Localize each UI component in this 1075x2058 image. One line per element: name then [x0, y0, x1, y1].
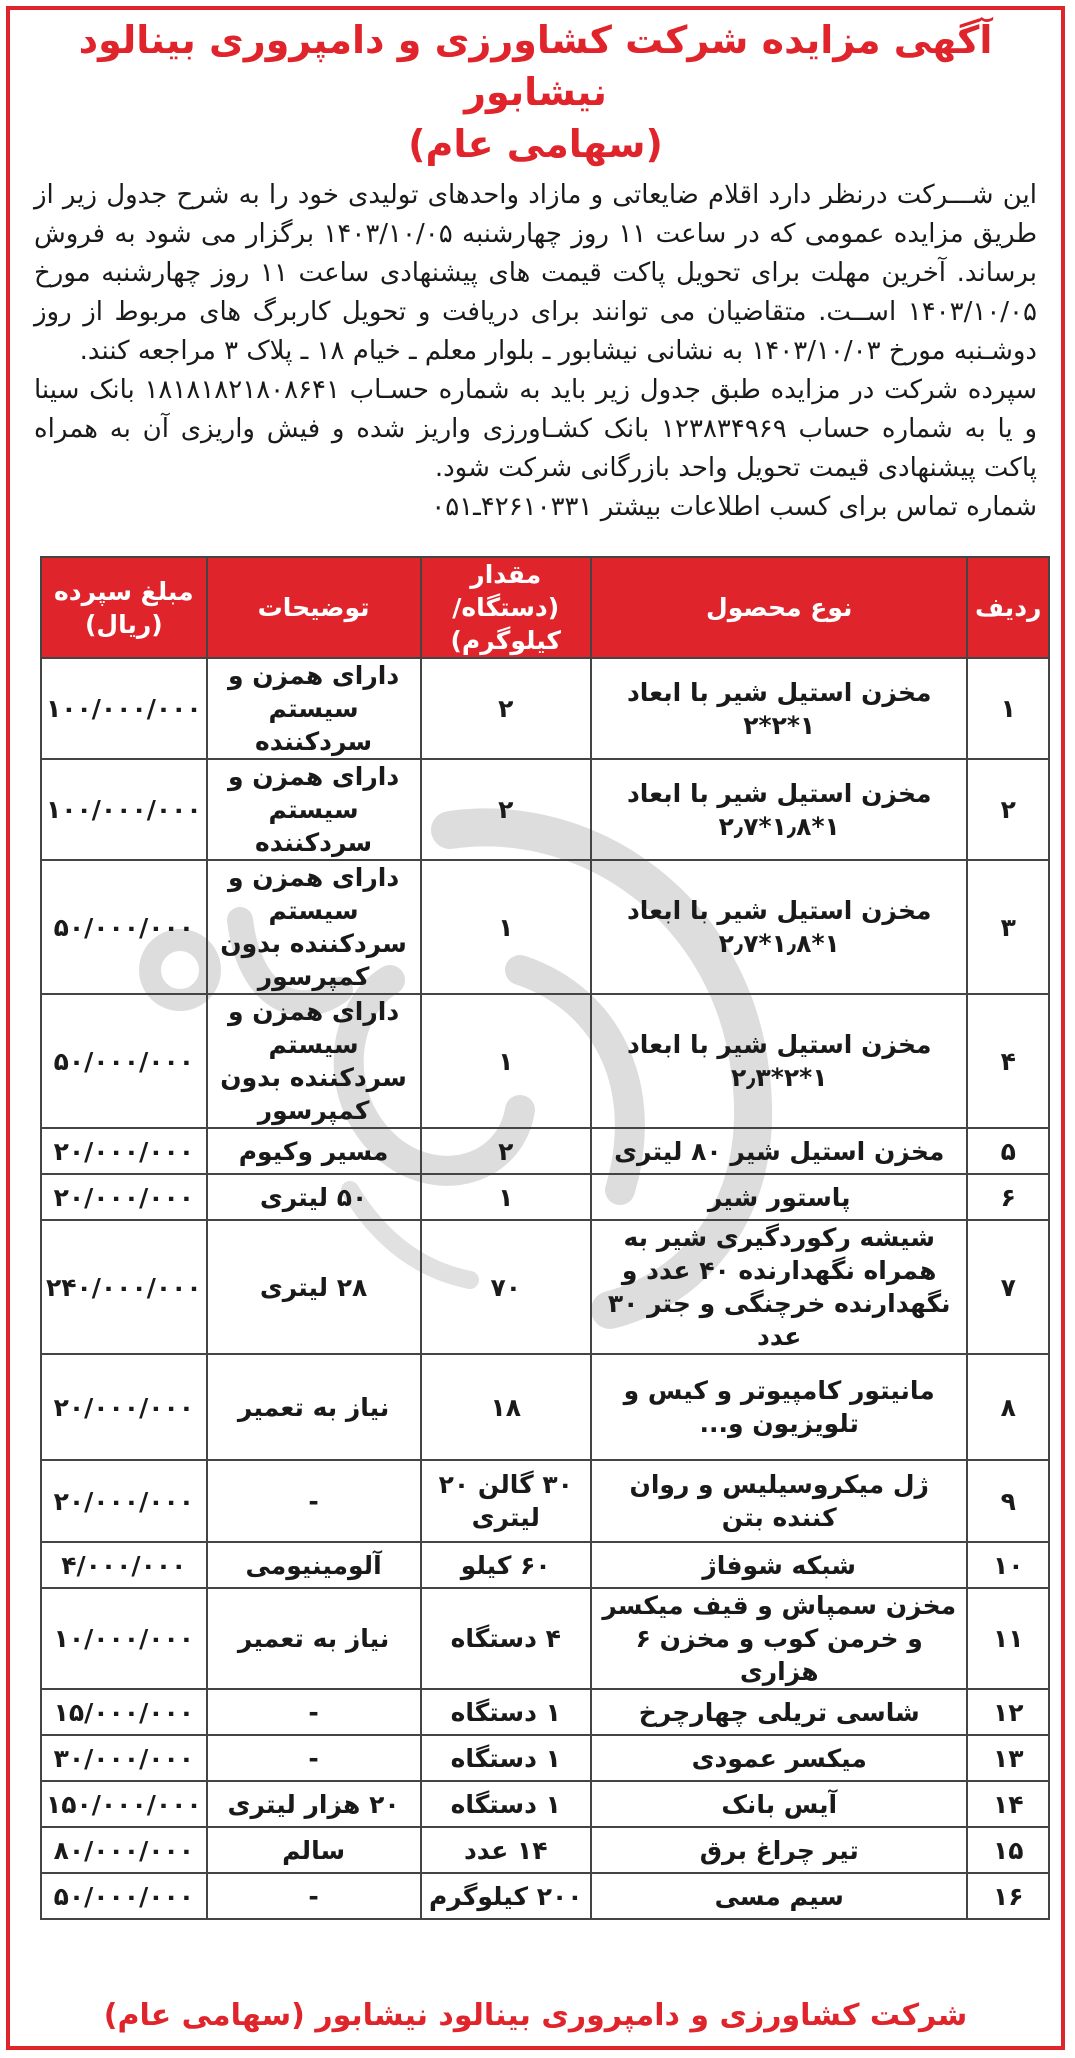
intro-paragraph-auction: این شـــرکت درنظر دارد اقلام ضایعاتی و مازاد واحدهای تولیدی خود را به شرح جدول زیر از طریق مزایده عمومی که در ساعت ۱۱ روز چهارشنبه ۱۴۰۳/۱۰/۰۵ برگزار می شود به فروش برساند. آخرین مهلت برای تحویل پاکت قیمت های پیشنهادی ساعت ۱۱ روز چهارشنبه مورخ ۱۴۰۳/۱۰/۰۵ اســت. متقاضیان می توانند برای دریافت و تحویل کاربرگ های مربوط از روز دوشـنبه مورخ ۱۴۰۳/۱۰/۰۳ به نشانی نیشابور ـ بلوار معلم ـ خیام ۱۸ ـ پلاک ۳ مراجعه کنند.: [34, 180, 1038, 366]
table-row: [41, 1174, 1049, 1220]
cell-description: سالم: [207, 1827, 421, 1873]
cell-deposit: ۲۴۰/۰۰۰/۰۰۰: [41, 1220, 207, 1354]
cell-quantity: ۱: [421, 860, 591, 994]
cell-deposit: ۵۰/۰۰۰/۰۰۰: [41, 1873, 207, 1919]
intro-paragraph-deposit: سپرده شرکت در مزایده طبق جدول زیر باید به شماره حسـاب ۱۸۱۸۱۸۲۱۸۰۸۶۴۱ بانک سینا و یا به شماره حساب ۱۲۳۸۳۴۹۶۹ بانک کشـاورزی واریز شده و فیش واریزی آن به همراه پاکت پیشنهادی قیمت تحویل واحد بازرگانی شرکت شود.: [34, 375, 1038, 483]
cell-deposit: ۵۰/۰۰۰/۰۰۰: [41, 860, 207, 994]
ad-intro: [34, 176, 1037, 527]
cell-row-number: ۱۲: [967, 1689, 1049, 1735]
cell-row-number: ۱۳: [967, 1735, 1049, 1781]
ad-title-line1: آگهی مزایده شرکت کشاورزی و دامپروری بینالود نیشابور: [78, 18, 993, 114]
cell-product: مخزن استیل شیر با ابعاد ۱*۲*۲: [591, 658, 968, 759]
cell-quantity: ۴ دستگاه: [421, 1588, 591, 1689]
cell-row-number: ۱۶: [967, 1873, 1049, 1919]
cell-description: -: [207, 1735, 421, 1781]
cell-row-number: ۳: [967, 860, 1049, 994]
cell-description: -: [207, 1689, 421, 1735]
header-product: نوع محصول: [591, 557, 968, 658]
ad-footer-company: شرکت کشاورزی و دامپروری بینالود نیشابور (سهامی عام): [103, 1998, 968, 2033]
cell-row-number: ۶: [967, 1174, 1049, 1220]
cell-deposit: ۳۰/۰۰۰/۰۰۰: [41, 1735, 207, 1781]
ad-frame: [6, 6, 1065, 2050]
cell-row-number: ۱۴: [967, 1781, 1049, 1827]
cell-row-number: ۱۰: [967, 1542, 1049, 1588]
table-row: [41, 1220, 1049, 1354]
cell-product: میکسر عمودی: [591, 1735, 968, 1781]
auction-items-table: [40, 556, 1050, 1920]
cell-product: مخزن استیل شیر ۸۰ لیتری: [591, 1128, 968, 1174]
cell-row-number: ۵: [967, 1128, 1049, 1174]
cell-quantity: ۱ دستگاه: [421, 1689, 591, 1735]
cell-row-number: ۱۱: [967, 1588, 1049, 1689]
cell-row-number: ۹: [967, 1460, 1049, 1542]
cell-quantity: ۱: [421, 1174, 591, 1220]
cell-product: مخزن استیل شیر با ابعاد ۱*۲*۲٫۳: [591, 994, 968, 1128]
cell-description: مسیر وکیوم: [207, 1128, 421, 1174]
cell-row-number: ۱۵: [967, 1827, 1049, 1873]
cell-product: مخزن استیل شیر با ابعاد ۱*۱٫۸*۲٫۷: [591, 759, 968, 860]
cell-deposit: ۱۵/۰۰۰/۰۰۰: [41, 1689, 207, 1735]
table-row: [41, 1689, 1049, 1735]
cell-deposit: ۲۰/۰۰۰/۰۰۰: [41, 1128, 207, 1174]
cell-deposit: ۵۰/۰۰۰/۰۰۰: [41, 994, 207, 1128]
header-quantity: مقدار (دستگاه/ کیلوگرم): [421, 557, 591, 658]
header-deposit: مبلغ سپرده (ریال): [41, 557, 207, 658]
cell-quantity: ۲۰۰ کیلوگرم: [421, 1873, 591, 1919]
cell-description: آلومینیومی: [207, 1542, 421, 1588]
cell-product: شیشه رکوردگیری شیر به همراه نگهدارنده ۴۰ عدد و نگهدارنده خرچنگی و جتر ۳۰ عدد: [591, 1220, 968, 1354]
cell-quantity: ۱۴ عدد: [421, 1827, 591, 1873]
cell-description: -: [207, 1873, 421, 1919]
table-header-row: [41, 557, 1049, 658]
cell-description: دارای همزن و سیستم سردکننده: [207, 658, 421, 759]
cell-quantity: ۲: [421, 658, 591, 759]
cell-description: ۲۸ لیتری: [207, 1220, 421, 1354]
cell-description: دارای همزن و سیستم سردکننده بدون کمپرسور: [207, 860, 421, 994]
cell-deposit: ۱۰۰/۰۰۰/۰۰۰: [41, 759, 207, 860]
cell-description: ۵۰ لیتری: [207, 1174, 421, 1220]
table-row: [41, 1781, 1049, 1827]
header-row-number: ردیف: [967, 557, 1049, 658]
table-row: [41, 1735, 1049, 1781]
cell-quantity: ۷۰: [421, 1220, 591, 1354]
cell-product: ژل میکروسیلیس و روان کننده بتن: [591, 1460, 968, 1542]
header-description: توضیحات: [207, 557, 421, 658]
cell-deposit: ۸۰/۰۰۰/۰۰۰: [41, 1827, 207, 1873]
cell-product: مخزن سمپاش و قیف میکسر و خرمن کوب و مخزن ۶ هزاری: [591, 1588, 968, 1689]
cell-row-number: ۱: [967, 658, 1049, 759]
cell-quantity: ۱: [421, 994, 591, 1128]
cell-quantity: ۳۰ گالن ۲۰ لیتری: [421, 1460, 591, 1542]
cell-quantity: ۲: [421, 1128, 591, 1174]
cell-description: نیاز به تعمیر: [207, 1588, 421, 1689]
cell-product: پاستور شیر: [591, 1174, 968, 1220]
cell-deposit: ۴/۰۰۰/۰۰۰: [41, 1542, 207, 1588]
ad-title: [22, 14, 1049, 170]
cell-product: تیر چراغ برق: [591, 1827, 968, 1873]
cell-deposit: ۲۰/۰۰۰/۰۰۰: [41, 1460, 207, 1542]
cell-deposit: ۲۰/۰۰۰/۰۰۰: [41, 1354, 207, 1460]
cell-product: مخزن استیل شیر با ابعاد ۱*۱٫۸*۲٫۷: [591, 860, 968, 994]
table-row: [41, 1542, 1049, 1588]
table-row: [41, 1354, 1049, 1460]
cell-description: نیاز به تعمیر: [207, 1354, 421, 1460]
cell-product: سیم مسی: [591, 1873, 968, 1919]
cell-deposit: ۱۰۰/۰۰۰/۰۰۰: [41, 658, 207, 759]
cell-deposit: ۱۵۰/۰۰۰/۰۰۰: [41, 1781, 207, 1827]
table-row: [41, 1588, 1049, 1689]
cell-row-number: ۴: [967, 994, 1049, 1128]
table-row: [41, 1827, 1049, 1873]
table-row: [41, 658, 1049, 759]
cell-quantity: ۱۸: [421, 1354, 591, 1460]
ad-title-line2: (سهامی عام): [408, 122, 663, 166]
table-row: [41, 759, 1049, 860]
table-row: [41, 1873, 1049, 1919]
cell-row-number: ۸: [967, 1354, 1049, 1460]
cell-deposit: ۲۰/۰۰۰/۰۰۰: [41, 1174, 207, 1220]
cell-product: شبکه شوفاژ: [591, 1542, 968, 1588]
table-row: [41, 1460, 1049, 1542]
cell-product: شاسی تریلی چهارچرخ: [591, 1689, 968, 1735]
table-row: [41, 860, 1049, 994]
cell-quantity: ۱ دستگاه: [421, 1735, 591, 1781]
table-row: [41, 1128, 1049, 1174]
cell-product: مانیتور کامپیوتر و کیس و تلویزیون و...: [591, 1354, 968, 1460]
cell-quantity: ۶۰ کیلو: [421, 1542, 591, 1588]
cell-product: آیس بانک: [591, 1781, 968, 1827]
intro-paragraph-contact: شماره تماس برای کسب اطلاعات بیشتر ۴۲۶۱۰۳۳۱ـ۰۵۱: [431, 492, 1037, 522]
cell-description: ۲۰ هزار لیتری: [207, 1781, 421, 1827]
cell-row-number: ۷: [967, 1220, 1049, 1354]
cell-quantity: ۲: [421, 759, 591, 860]
cell-deposit: ۱۰/۰۰۰/۰۰۰: [41, 1588, 207, 1689]
cell-description: دارای همزن و سیستم سردکننده بدون کمپرسور: [207, 994, 421, 1128]
cell-row-number: ۲: [967, 759, 1049, 860]
cell-description: -: [207, 1460, 421, 1542]
table-row: [41, 994, 1049, 1128]
cell-quantity: ۱ دستگاه: [421, 1781, 591, 1827]
cell-description: دارای همزن و سیستم سردکننده: [207, 759, 421, 860]
